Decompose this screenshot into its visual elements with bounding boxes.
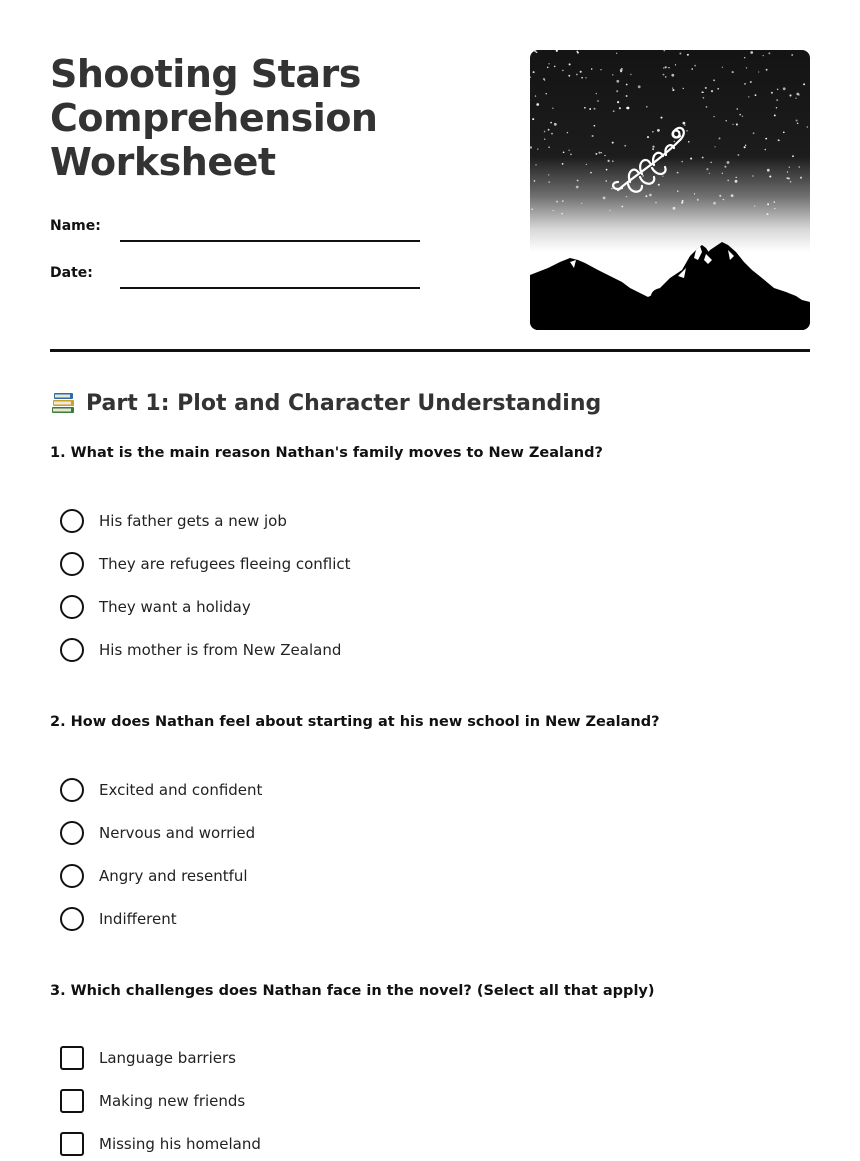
radio-button[interactable] [60, 864, 84, 888]
option-label: His father gets a new job [99, 512, 287, 530]
option-checkbox[interactable] [60, 1131, 261, 1157]
option-label: Angry and resentful [99, 867, 248, 885]
part1-heading [50, 388, 601, 418]
option-label: Missing his homeland [99, 1135, 261, 1153]
title-line: Comprehension [50, 96, 378, 140]
checkbox[interactable] [60, 1132, 84, 1156]
question-2: 2. How does Nathan feel about starting at his new school in New Zealand? [50, 714, 660, 730]
worksheet-header [50, 50, 810, 330]
part1-heading-text: Part 1: Plot and Character Understanding [86, 390, 602, 416]
date-field[interactable] [50, 255, 420, 289]
name-field[interactable] [50, 208, 420, 242]
books-icon [50, 390, 76, 416]
option-radio[interactable] [60, 863, 248, 889]
question-3: 3. Which challenges does Nathan face in the novel? (Select all that apply) [50, 983, 655, 999]
radio-button[interactable] [60, 907, 84, 931]
option-radio[interactable] [60, 508, 287, 534]
option-label: Indifferent [99, 910, 177, 928]
option-radio[interactable] [60, 777, 262, 803]
option-label: They are refugees fleeing conflict [99, 555, 351, 573]
question-1: 1. What is the main reason Nathan's family moves to New Zealand? [50, 445, 603, 461]
option-label: Language barriers [99, 1049, 236, 1067]
name-line[interactable] [120, 240, 420, 242]
worksheet-title [50, 52, 490, 184]
option-radio[interactable] [60, 551, 351, 577]
checkbox[interactable] [60, 1046, 84, 1070]
option-label: They want a holiday [99, 598, 251, 616]
radio-button[interactable] [60, 821, 84, 845]
option-radio[interactable] [60, 637, 341, 663]
name-label: Name: [50, 218, 101, 234]
option-radio[interactable] [60, 594, 251, 620]
option-label: Making new friends [99, 1092, 246, 1110]
radio-button[interactable] [60, 509, 84, 533]
radio-button[interactable] [60, 595, 84, 619]
night-sky-illustration [530, 50, 810, 330]
option-checkbox[interactable] [60, 1088, 245, 1114]
option-checkbox[interactable] [60, 1045, 236, 1071]
worksheet-page [50, 50, 810, 1153]
radio-button[interactable] [60, 552, 84, 576]
radio-button[interactable] [60, 638, 84, 662]
date-label: Date: [50, 265, 93, 281]
option-label: His mother is from New Zealand [99, 641, 342, 659]
option-label: Excited and confident [99, 781, 263, 799]
radio-button[interactable] [60, 778, 84, 802]
title-line: Shooting Stars [50, 52, 361, 96]
date-line[interactable] [120, 287, 420, 289]
option-radio[interactable] [60, 906, 177, 932]
option-label: Nervous and worried [99, 824, 256, 842]
header-divider [50, 349, 810, 352]
option-radio[interactable] [60, 820, 255, 846]
title-line: Worksheet [50, 140, 276, 184]
checkbox[interactable] [60, 1089, 84, 1113]
